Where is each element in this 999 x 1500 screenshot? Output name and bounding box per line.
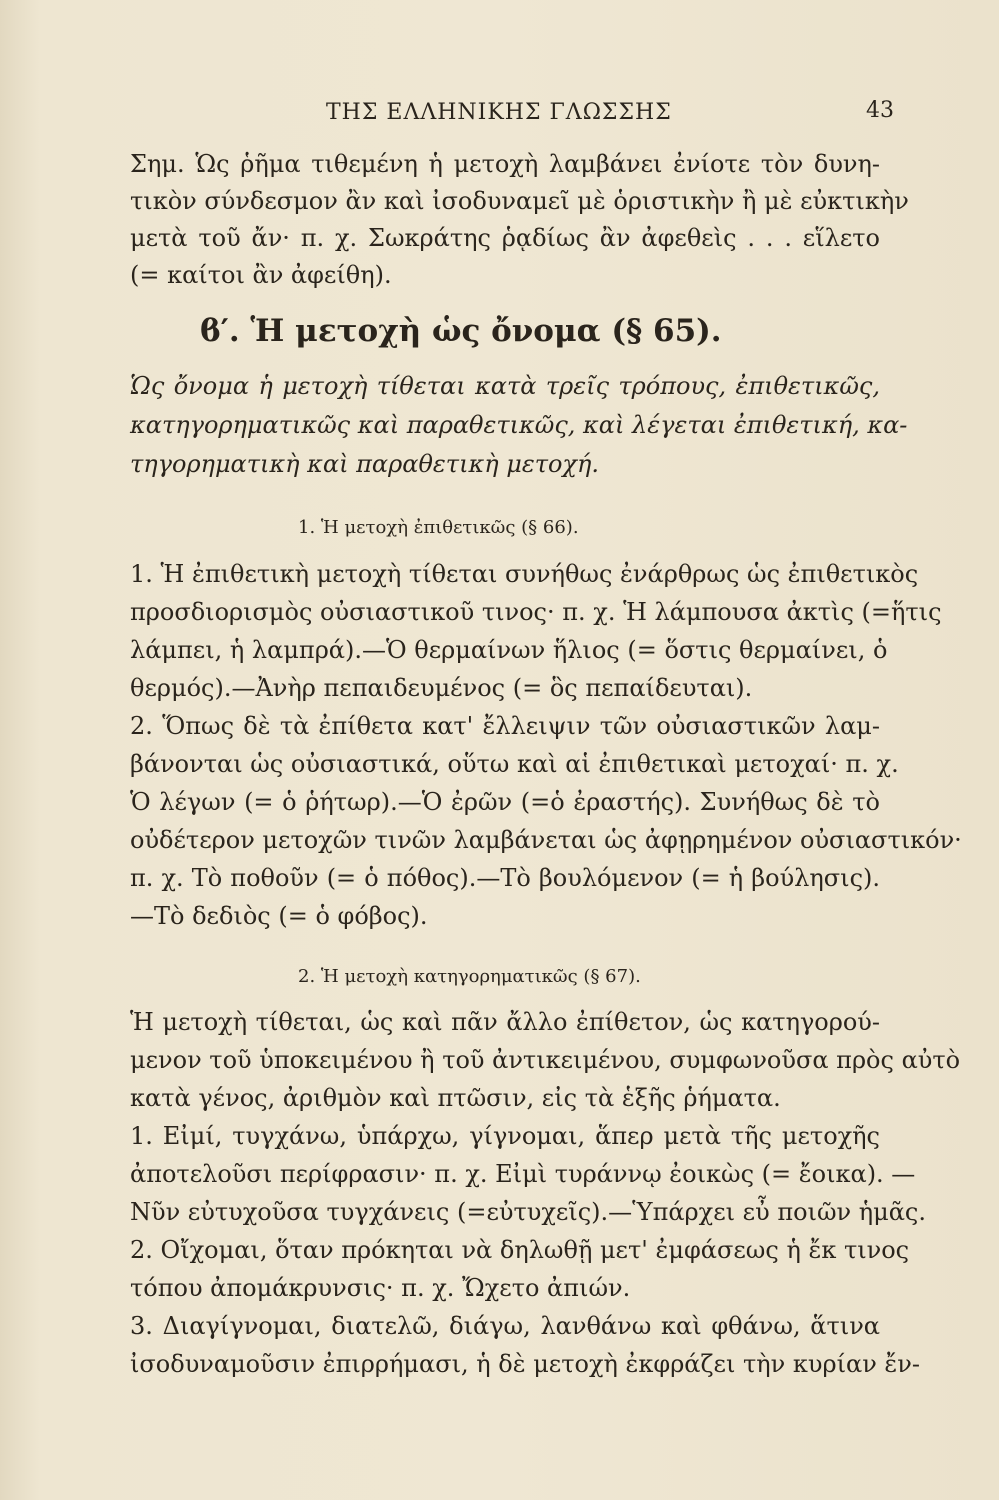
intro-line: τηγορηματικὴ καὶ παραθετικὴ μετοχή.: [130, 450, 599, 478]
body-line: θερμός).—Ἀνὴρ πεπαιδευμένος (= ὃς πεπαίδευται).: [130, 674, 753, 702]
body-line: ἀποτελοῦσι περίφρασιν· π. χ. Εἰμὶ τυράννῳ ἐοικὼς (= ἔοικα). —: [130, 1160, 916, 1188]
note-line: μετὰ τοῦ ἄν· π. χ. Σωκράτης ῥᾳδίως ἂν ἀφεθεὶς . . . εἵλετο: [130, 224, 880, 252]
body-line: 1. Ἡ ἐπιθετικὴ μετοχὴ τίθεται συνήθως ἐνάρθρως ὡς ἐπιθετικὸς: [130, 560, 919, 588]
subsection-heading: 2. Ἡ μετοχὴ κατηγορηματικῶς (§ 67).: [298, 966, 641, 987]
body-line: π. χ. Τὸ ποθοῦν (= ὁ πόθος).—Τὸ βουλόμενον (= ἡ βούλησις).: [130, 864, 880, 892]
body-line: τόπου ἀπομάκρυνσις· π. χ. Ὤχετο ἀπιών.: [130, 1274, 631, 1302]
body-line: Νῦν εὐτυχοῦσα τυγχάνεις (=εὐτυχεῖς).—Ὑπάρχει εὖ ποιῶν ἡμᾶς.: [130, 1198, 926, 1226]
body-line: 1. Εἰμί, τυγχάνω, ὑπάρχω, γίγνομαι, ἅπερ μετὰ τῆς μετοχῆς: [130, 1122, 880, 1150]
body-line: ἰσοδυναμοῦσιν ἐπιρρήμασι, ἡ δὲ μετοχὴ ἐκφράζει τὴν κυρίαν ἔν-: [130, 1350, 920, 1378]
body-line: 3. Διαγίγνομαι, διατελῶ, διάγω, λανθάνω καὶ φθάνω, ἅτινα: [130, 1312, 880, 1340]
running-header: [0, 96, 999, 130]
note-line: τικὸν σύνδεσμον ἂν καὶ ἰσοδυναμεῖ μὲ ὁριστικὴν ἢ μὲ εὐκτικὴν: [130, 187, 909, 215]
note-line: Σημ. Ὡς ῥῆμα τιθεμένη ἡ μετοχὴ λαμβάνει ἐνίοτε τὸν δυνη-: [130, 150, 880, 178]
note-line: (= καίτοι ἂν ἀφείθη).: [130, 261, 392, 289]
body-line: μενον τοῦ ὑποκειμένου ἢ τοῦ ἀντικειμένου, συμφωνοῦσα πρὸς αὐτὸ: [130, 1046, 961, 1074]
body-line: Ἡ μετοχὴ τίθεται, ὡς καὶ πᾶν ἄλλο ἐπίθετον, ὡς κατηγορού-: [130, 1008, 880, 1036]
body-line: 2. Οἴχομαι, ὅταν πρόκηται νὰ δηλωθῇ μετ' ἐμφάσεως ἡ ἔκ τινος: [130, 1236, 910, 1264]
body-line: οὐδέτερον μετοχῶν τινῶν λαμβάνεται ὡς ἀφῃρημένον οὐσιαστικόν·: [130, 826, 962, 854]
body-line: προσδιορισμὸς οὐσιαστικοῦ τινος· π. χ. Ἡ λάμπουσα ἀκτὶς (=ἥτις: [130, 598, 942, 626]
intro-line: Ὡς ὄνομα ἡ μετοχὴ τίθεται κατὰ τρεῖς τρόπους, ἐπιθετικῶς,: [130, 372, 880, 400]
section-heading: ϐ′. Ἡ μετοχὴ ὡς ὄνομα (§ 65).: [200, 313, 722, 349]
body-line: —Τὸ δεδιὸς (= ὁ φόβος).: [130, 902, 428, 930]
body-line: λάμπει, ἡ λαμπρά).—Ὁ θερμαίνων ἥλιος (= ὅστις θερμαίνει, ὁ: [130, 636, 888, 664]
page-number: 43: [866, 98, 894, 123]
intro-line: κατηγορηματικῶς καὶ παραθετικῶς, καὶ λέγεται ἐπιθετική, κα-: [130, 411, 908, 439]
header-title: ΤΗΣ ΕΛΛΗΝΙΚΗΣ ΓΛΩΣΣΗΣ: [326, 100, 672, 125]
subsection-heading: 1. Ἡ μετοχὴ ἐπιθετικῶς (§ 66).: [298, 517, 579, 538]
body-line: 2. Ὅπως δὲ τὰ ἐπίθετα κατ' ἔλλειψιν τῶν οὐσιαστικῶν λαμ-: [130, 712, 880, 740]
body-line: κατὰ γένος, ἀριθμὸν καὶ πτῶσιν, εἰς τὰ ἑξῆς ῥήματα.: [130, 1084, 781, 1112]
body-line: Ὁ λέγων (= ὁ ῥήτωρ).—Ὁ ἐρῶν (=ὁ ἐραστής). Συνήθως δὲ τὸ: [130, 788, 880, 816]
body-line: βάνονται ὡς οὐσιαστικά, οὕτω καὶ αἱ ἐπιθετικαὶ μετοχαί· π. χ.: [130, 750, 899, 778]
